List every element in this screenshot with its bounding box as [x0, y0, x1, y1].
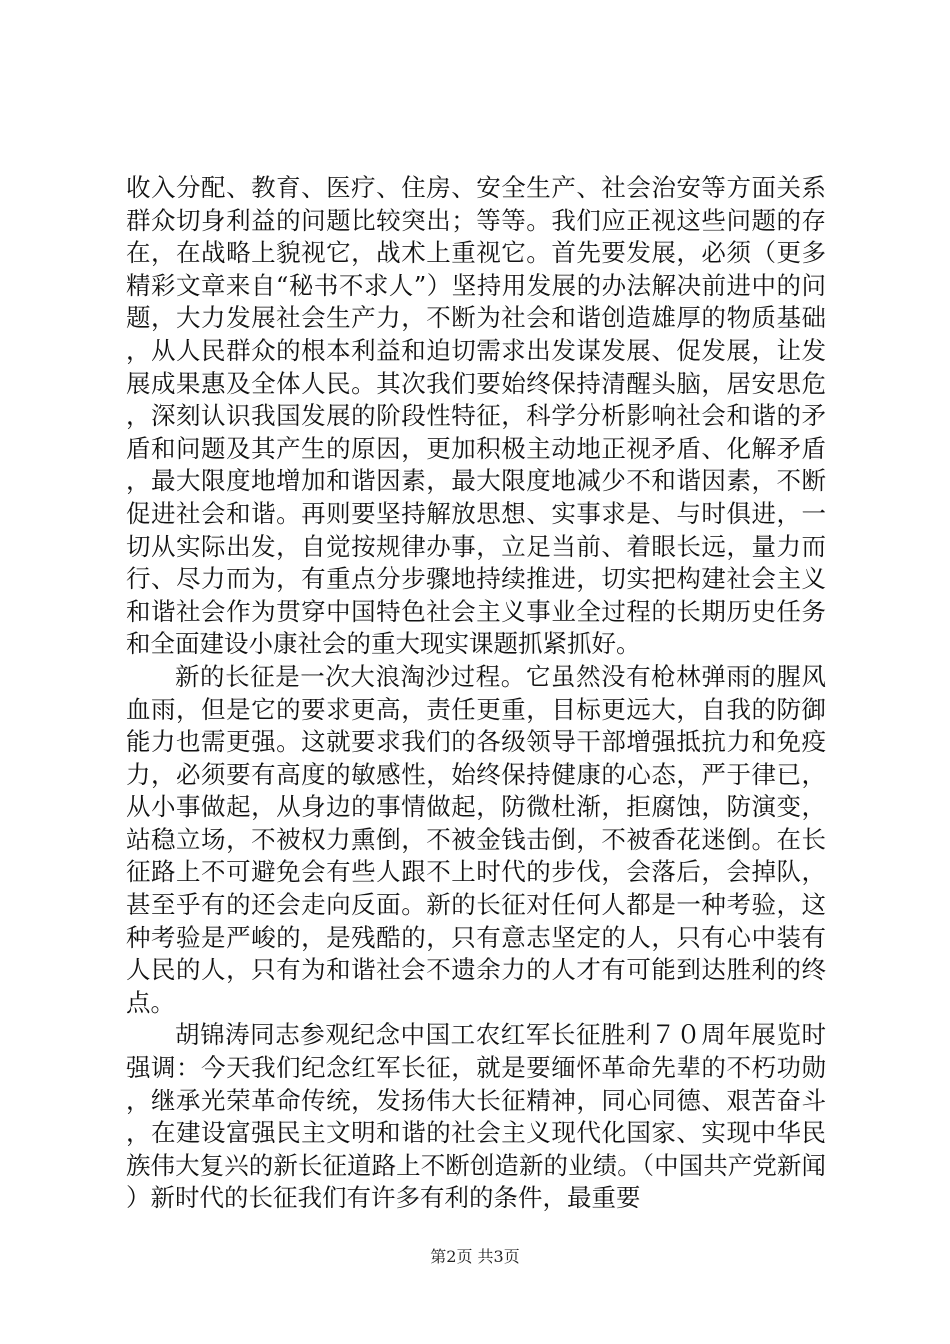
document-body [126, 172, 826, 1215]
page-number-footer: 第2页 共3页 [430, 1247, 520, 1266]
paragraph-continued: 收入分配、教育、医疗、住房、安全生产、社会治安等方面关系群众切身利益的问题比较突出；等等。我们应正视这些问题的存在，在战略上貌视它，战术上重视它。首先要发展，必须（更多精彩文章来自“秘书不求人”）坚持用发展的办法解决前进中的问题，大力发展社会生产力，不断为社会和谐创造雄厚的物质基础，从人民群众的根本利益和迫切需求出发谋发展、促发展，让发展成果惠及全体人民。其次我们要始终保持清醒头脑，居安思危，深刻认识我国发展的阶段性特征，科学分析影响社会和谐的矛盾和问题及其产生的原因，更加积极主动地正视矛盾、化解矛盾，最大限度地增加和谐因素，最大限度地减少不和谐因素，不断促进社会和谐。再则要坚持解放思想、实事求是、与时俱进，一切从实际出发，自觉按规律办事，立足当前、着眼长远，量力而行、尽力而为，有重点分步骤地持续推进，切实把构建社会主义和谐社会作为贯穿中国特色社会主义事业全过程的长期历史任务和全面建设小康社会的重大现实课题抓紧抓好。 [126, 173, 826, 659]
paragraph-hu-jintao: 胡锦涛同志参观纪念中国工农红军长征胜利７０周年展览时强调：今天我们纪念红军长征，就是要缅怀革命先辈的不朽功勋，继承光荣革命传统，发扬伟大长征精神，同心同德、艰苦奋斗，在建设富强民主文明和谐的社会主义现代化国家、实现中华民族伟大复兴的新长征道路上不断创造新的业绩。（中国共产党新闻）新时代的长征我们有许多有利的条件，最重要 [126, 1020, 826, 1213]
paragraph-new-long-march: 新的长征是一次大浪淘沙过程。它虽然没有枪林弹雨的腥风血雨，但是它的要求更高，责任更重，目标更远大，自我的防御能力也需更强。这就要求我们的各级领导干部增强抵抗力和免疫力，必须要有高度的敏感性，始终保持健康的心态，严于律已，从小事做起，从身边的事情做起，防微杜渐，拒腐蚀，防演变，站稳立场，不被权力熏倒，不被金钱击倒，不被香花迷倒。在长征路上不可避免会有些人跟不上时代的步伐，会落后，会掉队，甚至乎有的还会走向反面。新的长征对任何人都是一种考验，这种考验是严峻的，是残酷的，只有意志坚定的人，只有心中装有人民的人，只有为和谐社会不遗余力的人才有可能到达胜利的终点。 [126, 661, 826, 1017]
